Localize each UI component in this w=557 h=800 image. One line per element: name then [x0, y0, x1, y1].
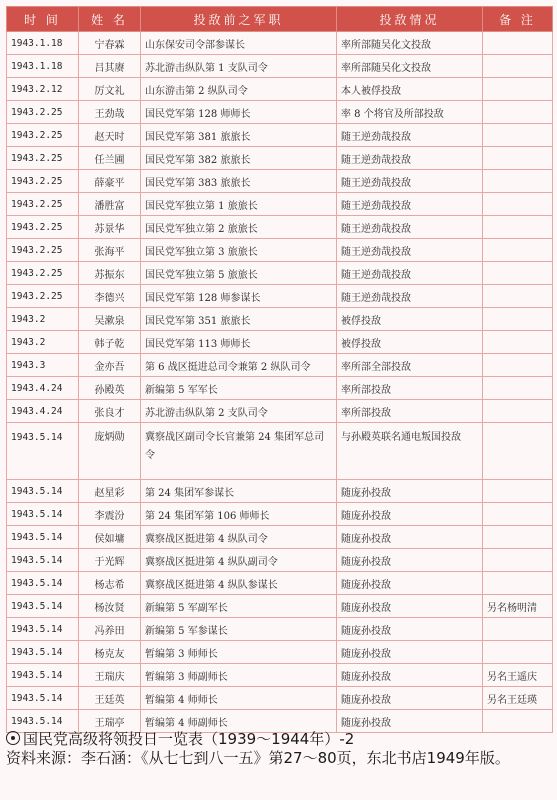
table-row: [7, 503, 553, 526]
generals-table: [6, 6, 553, 733]
table-row: [7, 354, 553, 377]
table-row: [7, 308, 553, 331]
cell-situation: 随庞孙投敌: [337, 595, 483, 618]
cell-time: 1943.2.25: [7, 170, 79, 193]
table-row: [7, 595, 553, 618]
cell-time: 1943.1.18: [7, 32, 79, 55]
cell-time: 1943.5.14: [7, 423, 79, 480]
cell-time: 1943.2.25: [7, 147, 79, 170]
cell-situation: 随庞孙投敌: [337, 480, 483, 503]
cell-former-post: 国民党军第 382 旅旅长: [141, 147, 337, 170]
cell-name: 赵星彩: [79, 480, 141, 503]
caption-title: 国民党高级将领投日一览表（1939～1944年）-2: [23, 730, 355, 748]
cell-notes: [483, 101, 553, 124]
cell-former-post: 新编第 5 军军长: [141, 377, 337, 400]
table-row: [7, 618, 553, 641]
cell-notes: [483, 503, 553, 526]
cell-time: 1943.1.18: [7, 55, 79, 78]
table-row: [7, 78, 553, 101]
table-body: [7, 32, 553, 733]
cell-name: 苏振东: [79, 262, 141, 285]
cell-time: 1943.3: [7, 354, 79, 377]
cell-former-post: 冀察战区挺进第 4 纵队参谋长: [141, 572, 337, 595]
cell-name: 赵天时: [79, 124, 141, 147]
cell-notes: [483, 262, 553, 285]
table-row: [7, 170, 553, 193]
cell-situation: 随王逆劲哉投敌: [337, 147, 483, 170]
cell-former-post: 暂编第 3 师副师长: [141, 664, 337, 687]
cell-situation: 本人被俘投敌: [337, 78, 483, 101]
cell-time: 1943.5.14: [7, 595, 79, 618]
cell-notes: [483, 239, 553, 262]
cell-name: 于光辉: [79, 549, 141, 572]
cell-notes: [483, 423, 553, 480]
cell-name: 金亦吾: [79, 354, 141, 377]
cell-notes: 另名杨明清: [483, 595, 553, 618]
table-row: [7, 641, 553, 664]
cell-notes: [483, 55, 553, 78]
cell-situation: 随庞孙投敌: [337, 503, 483, 526]
cell-time: 1943.2.25: [7, 193, 79, 216]
cell-time: 1943.2: [7, 308, 79, 331]
cell-former-post: 国民党军第 383 旅旅长: [141, 170, 337, 193]
cell-time: 1943.4.24: [7, 377, 79, 400]
cell-situation: 随王逆劲哉投敌: [337, 285, 483, 308]
cell-name: 苏景华: [79, 216, 141, 239]
table-row: [7, 400, 553, 423]
header-name: 姓 名: [79, 7, 141, 32]
cell-time: 1943.2.12: [7, 78, 79, 101]
cell-situation: 与孙殿英联名通电叛国投敌: [337, 423, 483, 480]
cell-situation: 随庞孙投敌: [337, 618, 483, 641]
cell-former-post: 国民党军独立第 1 旅旅长: [141, 193, 337, 216]
table-row: [7, 664, 553, 687]
cell-name: 李震汾: [79, 503, 141, 526]
header-time: 时 间: [7, 7, 79, 32]
table-row: [7, 239, 553, 262]
cell-name: 杨志希: [79, 572, 141, 595]
cell-former-post: 国民党军第 128 师师长: [141, 101, 337, 124]
cell-former-post: 苏北游击纵队第 1 支队司令: [141, 55, 337, 78]
cell-time: 1943.5.14: [7, 641, 79, 664]
cell-name: 厉文礼: [79, 78, 141, 101]
cell-situation: 率 8 个将官及所部投敌: [337, 101, 483, 124]
cell-notes: [483, 124, 553, 147]
caption-source: 资料来源：李石涵：《从七七到八一五》第27～80页，东北书店1949年版。: [6, 749, 510, 767]
cell-notes: [483, 526, 553, 549]
cell-former-post: 山东保安司令部参谋长: [141, 32, 337, 55]
cell-name: 杨汝贤: [79, 595, 141, 618]
cell-situation: 随王逆劲哉投敌: [337, 239, 483, 262]
table-row: [7, 331, 553, 354]
cell-situation: 率所部全部投敌: [337, 354, 483, 377]
cell-former-post: 冀察战区副司令长官兼第 24 集团军总司令: [141, 423, 337, 480]
cell-notes: [483, 400, 553, 423]
cell-notes: [483, 549, 553, 572]
cell-former-post: 新编第 5 军副军长: [141, 595, 337, 618]
cell-former-post: 国民党军独立第 3 旅旅长: [141, 239, 337, 262]
table-row: [7, 262, 553, 285]
cell-former-post: 第 24 集团军第 106 师师长: [141, 503, 337, 526]
cell-notes: [483, 285, 553, 308]
cell-time: 1943.5.14: [7, 572, 79, 595]
cell-time: 1943.5.14: [7, 710, 79, 733]
cell-situation: 随王逆劲哉投敌: [337, 170, 483, 193]
cell-notes: [483, 572, 553, 595]
cell-situation: 随王逆劲哉投敌: [337, 262, 483, 285]
cell-former-post: 暂编第 3 师师长: [141, 641, 337, 664]
table-row: [7, 124, 553, 147]
cell-name: 庞炳勋: [79, 423, 141, 480]
cell-former-post: 第 24 集团军参谋长: [141, 480, 337, 503]
cell-notes: [483, 618, 553, 641]
cell-time: 1943.2.25: [7, 124, 79, 147]
cell-notes: [483, 308, 553, 331]
cell-situation: 随庞孙投敌: [337, 526, 483, 549]
cell-notes: [483, 641, 553, 664]
cell-name: 侯如墉: [79, 526, 141, 549]
cell-notes: 另名王廷瑛: [483, 687, 553, 710]
cell-former-post: 冀察战区挺进第 4 纵队副司令: [141, 549, 337, 572]
cell-name: 李德兴: [79, 285, 141, 308]
table-header-row: [7, 7, 553, 32]
table-row: [7, 572, 553, 595]
cell-name: 王瑞亭: [79, 710, 141, 733]
cell-former-post: 暂编第 4 师师长: [141, 687, 337, 710]
cell-former-post: 国民党军独立第 5 旅旅长: [141, 262, 337, 285]
cell-name: 张海平: [79, 239, 141, 262]
cell-name: 薛豪平: [79, 170, 141, 193]
cell-situation: 随庞孙投敌: [337, 641, 483, 664]
table-row: [7, 55, 553, 78]
cell-time: 1943.2.25: [7, 239, 79, 262]
table-row: [7, 423, 553, 480]
cell-notes: [483, 147, 553, 170]
cell-notes: [483, 331, 553, 354]
cell-situation: 随王逆劲哉投敌: [337, 124, 483, 147]
cell-former-post: 国民党军第 351 旅旅长: [141, 308, 337, 331]
cell-former-post: 新编第 5 军参谋长: [141, 618, 337, 641]
table-row: [7, 549, 553, 572]
cell-former-post: 国民党军第 113 师师长: [141, 331, 337, 354]
cell-notes: [483, 377, 553, 400]
cell-name: 王劲哉: [79, 101, 141, 124]
cell-name: 韩子乾: [79, 331, 141, 354]
cell-time: 1943.5.14: [7, 503, 79, 526]
cell-notes: [483, 78, 553, 101]
cell-name: 吴漱泉: [79, 308, 141, 331]
cell-former-post: 国民党军第 381 旅旅长: [141, 124, 337, 147]
cell-name: 王廷英: [79, 687, 141, 710]
table-row: [7, 687, 553, 710]
cell-notes: [483, 480, 553, 503]
cell-situation: 率所部投敌: [337, 377, 483, 400]
caption-title-line: [6, 730, 552, 749]
figure-caption: [6, 730, 552, 768]
table-row: [7, 101, 553, 124]
cell-situation: 随庞孙投敌: [337, 572, 483, 595]
cell-former-post: 苏北游击纵队第 2 支队司令: [141, 400, 337, 423]
cell-situation: 率所部投敌: [337, 400, 483, 423]
cell-notes: [483, 216, 553, 239]
cell-time: 1943.5.14: [7, 664, 79, 687]
cell-situation: 被俘投敌: [337, 308, 483, 331]
cell-name: 潘胜富: [79, 193, 141, 216]
cell-former-post: 冀察战区挺进第 4 纵队司令: [141, 526, 337, 549]
cell-notes: 另名王遥庆: [483, 664, 553, 687]
cell-time: 1943.2: [7, 331, 79, 354]
cell-situation: 随庞孙投敌: [337, 664, 483, 687]
table-row: [7, 216, 553, 239]
cell-notes: [483, 193, 553, 216]
cell-former-post: 第 6 战区挺进总司令兼第 2 纵队司令: [141, 354, 337, 377]
cell-name: 孙殿英: [79, 377, 141, 400]
table-row: [7, 285, 553, 308]
cell-situation: 随王逆劲哉投敌: [337, 193, 483, 216]
cell-time: 1943.5.14: [7, 526, 79, 549]
cell-name: 冯养田: [79, 618, 141, 641]
cell-time: 1943.5.14: [7, 480, 79, 503]
header-notes: 备 注: [483, 7, 553, 32]
cell-time: 1943.5.14: [7, 618, 79, 641]
cell-former-post: 暂编第 4 师副师长: [141, 710, 337, 733]
cell-name: 杨克友: [79, 641, 141, 664]
cell-situation: 随王逆劲哉投敌: [337, 216, 483, 239]
cell-time: 1943.2.25: [7, 285, 79, 308]
cell-time: 1943.5.14: [7, 549, 79, 572]
cell-situation: 被俘投敌: [337, 331, 483, 354]
cell-name: 任兰圃: [79, 147, 141, 170]
table-row: [7, 377, 553, 400]
table-row: [7, 526, 553, 549]
cell-notes: [483, 354, 553, 377]
table-row: [7, 32, 553, 55]
cell-time: 1943.2.25: [7, 216, 79, 239]
cell-time: 1943.5.14: [7, 687, 79, 710]
cell-notes: [483, 32, 553, 55]
cell-situation: 率所部随吴化文投敌: [337, 32, 483, 55]
cell-situation: 随庞孙投敌: [337, 710, 483, 733]
cell-former-post: 国民党军第 128 师参谋长: [141, 285, 337, 308]
table-row: [7, 193, 553, 216]
cell-name: 张良才: [79, 400, 141, 423]
cell-situation: 随庞孙投敌: [337, 687, 483, 710]
cell-situation: 随庞孙投敌: [337, 549, 483, 572]
cell-time: 1943.2.25: [7, 101, 79, 124]
table-row: [7, 480, 553, 503]
cell-name: 吕其赓: [79, 55, 141, 78]
cell-name: 王瑞庆: [79, 664, 141, 687]
header-former-post: 投敌前之军职: [141, 7, 337, 32]
table-row: [7, 147, 553, 170]
cell-time: 1943.4.24: [7, 400, 79, 423]
header-situation: 投敌情况: [337, 7, 483, 32]
cell-former-post: 山东游击第 2 纵队司令: [141, 78, 337, 101]
cell-situation: 率所部随吴化文投敌: [337, 55, 483, 78]
cell-name: 宁春霖: [79, 32, 141, 55]
target-icon: [6, 731, 20, 745]
cell-former-post: 国民党军独立第 2 旅旅长: [141, 216, 337, 239]
cell-time: 1943.2.25: [7, 262, 79, 285]
cell-notes: [483, 170, 553, 193]
